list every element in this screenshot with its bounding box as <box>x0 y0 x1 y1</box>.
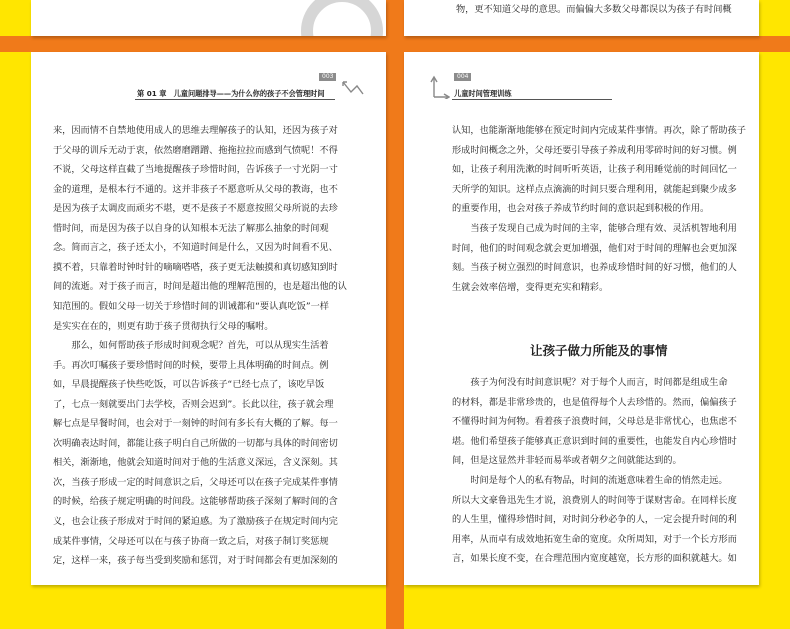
text-line: 是因为孩子太调皮而顽劣不堪，更不是孩子不愿意按照父母所说的去珍 <box>53 203 338 215</box>
text-line: 定，这样一来，孩子每当受到奖励和惩罚，对于时间都会有更加深刻的 <box>53 555 338 567</box>
header-rule <box>135 99 335 100</box>
running-header: 第 01 章 儿童问题排导——为什么你的孩子不会管理时间 <box>137 89 325 98</box>
text-line: 那么，如何帮助孩子形成时间观念呢？首先，可以从现实生活着 <box>53 340 329 352</box>
text-line: 念。简而言之，孩子还太小，不知道时间是什么，又因为时间看不见、 <box>53 242 338 254</box>
text-line: 了，七点一刻就要出门去学校，否则会迟到”。长此以往，孩子就会理 <box>53 398 334 410</box>
text-line: 堪。他们希望孩子能够真正意识到时间的重要性，也能发自内心珍惜时 <box>452 435 737 447</box>
section-title: 让孩子做力所能及的事情 <box>530 343 668 358</box>
text-line: 言，如果长度不变，在合理范围内宽度越宽，长方形的面积就越大。如 <box>452 553 737 565</box>
compass-arrow-icon <box>341 80 365 96</box>
text-line: 刻。当孩子树立强烈的时间意识，也养成珍惜时间的好习惯，他们的人 <box>452 262 737 274</box>
text-line: 成某件事情，父母还可以在与孩子协商一致之后，对孩子制订奖惩规 <box>53 535 329 547</box>
text-line: 金的道理，是根本行不通的。这并非孩子不愿意听从父母的教诲，也不 <box>53 183 338 195</box>
text-line: 的时候，给孩子规定明确的时间段。这能够帮助孩子深刻了解时间的含 <box>53 496 338 508</box>
text-line: 所以大文豪鲁迅先生才说，浪费别人的时间等于谋财害命。在同样长度 <box>452 494 737 506</box>
text-line: 的人生里，懂得珍惜时间，对时间分秒必争的人，一定会提升时间的利 <box>452 514 737 526</box>
text-line: 用率，从而卓有成效地拓宽生命的宽度。众所周知，对于一个长方形而 <box>452 533 737 545</box>
page-number: 003 <box>319 73 336 81</box>
text-line: 时间是每个人的私有物品，时间的流逝意味着生命的悄然走远。 <box>452 475 728 486</box>
text-line: 相关，渐渐地，他就会知道时间对于他的生活意义深远，含义深刻。其 <box>53 457 338 469</box>
text-line: 孩子为何没有时间意识呢？对于每个人而言，时间都是组成生命 <box>452 377 728 388</box>
text-line: 来，因而情不自禁地使用成人的思维去理解孩子的认知，还因为孩子对 <box>53 125 338 136</box>
text-line: 如，让孩子利用洗漱的时间听听英语，让孩子利用睡觉前的时间回忆一 <box>452 164 737 176</box>
text-line: 不说，父母这样直截了当地提醒孩子珍惜时间，告诉孩子一寸光阴一寸 <box>53 164 338 176</box>
running-header: 儿童时间管理训练 <box>454 89 512 98</box>
text-line: 惜时间，而是因为孩子以自身的认知根本无法了解那么抽象的时间观 <box>53 222 329 234</box>
previous-page-text: 物，更不知道父母的意思。而偏偏大多数父母都误以为孩子有时间概 <box>456 4 732 15</box>
text-line: 如，早晨提醒孩子快些吃饭，可以告诉孩子“已经七点了，该吃早饭 <box>53 379 325 391</box>
text-line: 当孩子发现自己成为时间的主宰，能够合理有效、灵活机智地利用 <box>452 223 737 234</box>
text-line: 知范围的。假如父母一切关于珍惜时间的训诫都和“要认真吃饭”一样 <box>53 300 329 312</box>
left-page <box>31 52 386 585</box>
text-line: 形成时间概念之外，父母还要引导孩子养成利用零碎时间的好习惯。例 <box>452 144 737 156</box>
text-line: 不懂得时间为何物。看着孩子浪费时间，父母总是非常忧心，也焦虑不 <box>452 416 737 428</box>
previous-right-page <box>404 0 759 36</box>
right-page <box>404 52 759 585</box>
text-line: 次，当孩子形成一定的时间意识之后，父母还可以在孩子完成某件事情 <box>53 476 338 488</box>
text-line: 义，也会让孩子形成对于时间的紧迫感。为了激励孩子在规定时间内完 <box>53 516 338 527</box>
text-line: 解七点是早餐时间，也会对于一刻钟的时间有多长有大概的了解。每一 <box>53 418 338 430</box>
previous-left-page <box>31 0 386 36</box>
axis-arrow-icon <box>430 75 450 99</box>
text-line: 于父母的训斥无动于衷，依然磨磨蹭蹭、拖拖拉拉而感到气愤呢！不得 <box>53 144 338 156</box>
header-rule <box>452 99 612 100</box>
text-line: 间的流逝。对于孩子而言，时间是超出他的理解范围的，也是超出他的认 <box>53 281 347 293</box>
text-line: 间，但是这显然并非轻而易举或者朝夕之间就能达到的。 <box>452 455 682 467</box>
page-number: 004 <box>454 73 471 81</box>
orange-divider-bar <box>386 0 404 629</box>
text-line: 次明确表达时间，都能让孩子明白自己所做的一切都与具体的时间密切 <box>53 437 338 449</box>
text-line: 天所学的知识。这样点点滴滴的时间只要合理利用，就能起到聚少成多 <box>452 183 737 195</box>
text-line: 时间，他们的时间观念就会更加增强，他们对于时间的理解也会更加深 <box>452 242 737 254</box>
text-line: 手。再次叮嘱孩子要珍惜时间的时候，要带上具体明确的时间点。例 <box>53 359 329 371</box>
text-line: 生就会效率倍增，变得更充实和精彩。 <box>452 281 609 293</box>
decorative-arc <box>301 0 383 36</box>
text-line: 的重要作用，也会对孩子养成节约时间的意识起到积极的作用。 <box>452 203 710 215</box>
text-line: 的材料，都是非常珍贵的，也是值得每个人去珍惜的。然而，偏偏孩子 <box>452 396 737 408</box>
text-line: 摸不着，只靠着时钟时针的嘀嘀嗒嗒，孩子更无法触摸和真切感知到时 <box>53 261 338 273</box>
text-line: 是实实在在的，则更有助于孩子贯彻执行父母的嘱咐。 <box>53 320 274 332</box>
text-line: 认知，也能渐渐地能够在预定时间内完成某件事情。再次，除了帮助孩子 <box>452 125 746 136</box>
